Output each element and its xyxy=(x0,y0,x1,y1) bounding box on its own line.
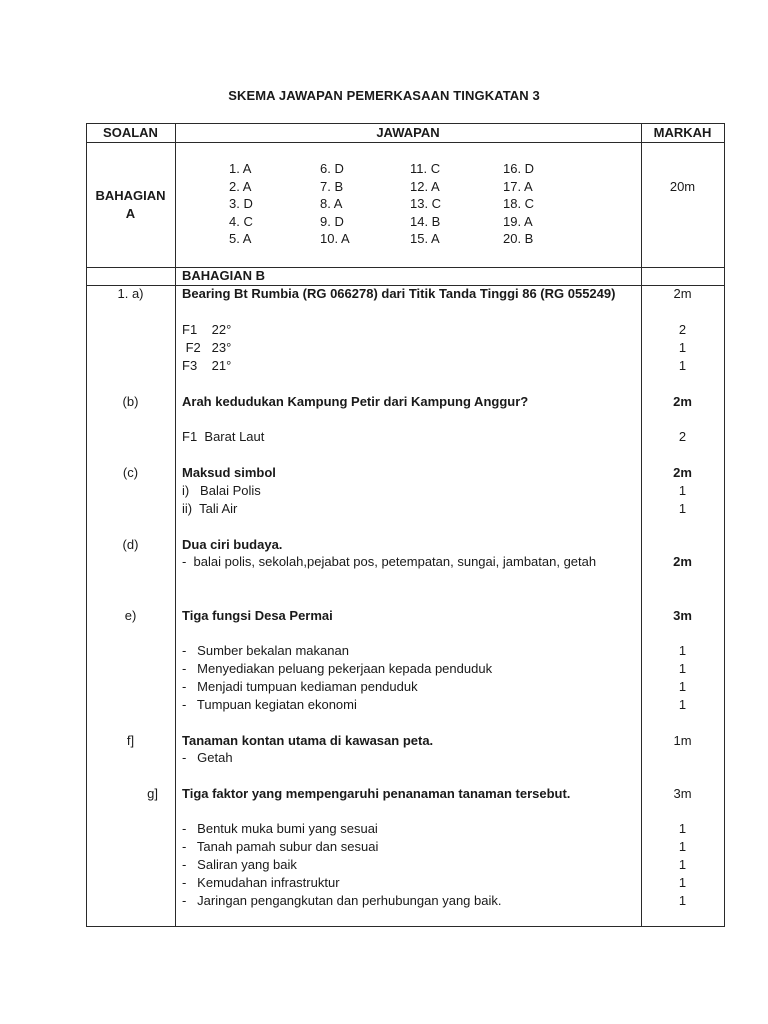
question-text: Tiga faktor yang mempengaruhi penanaman tanaman tersebut. xyxy=(182,786,571,801)
table-border-bottom xyxy=(86,926,725,927)
mark-value: 1 xyxy=(678,697,687,712)
mark-value: 1 xyxy=(678,875,687,890)
header-soalan: SOALAN xyxy=(103,125,158,140)
mark-value: 2m xyxy=(673,465,692,480)
question-number: e) xyxy=(124,608,137,623)
mcq-answer: 15. A xyxy=(410,231,440,247)
mark-value: 2 xyxy=(678,322,687,337)
question-number: f] xyxy=(126,733,135,748)
mcq-answer: 7. B xyxy=(320,178,344,194)
question-text: Tanaman kontan utama di kawasan peta. xyxy=(182,733,434,748)
answer-text: - balai polis, sekolah,pejabat pos, petempatan, sungai, jambatan, getah xyxy=(182,554,597,569)
mark-value: 2m xyxy=(673,394,692,409)
mark-value: 1 xyxy=(678,483,687,498)
table-border-left xyxy=(86,123,87,927)
mark-value: 1 xyxy=(678,839,687,854)
mcq-answer: 19. A xyxy=(503,213,533,229)
header-markah: MARKAH xyxy=(653,125,712,140)
answer-text: F1 22° xyxy=(182,322,232,337)
question-number: g] xyxy=(147,786,158,801)
mark-value: 2 xyxy=(678,429,687,444)
mcq-answer: 17. A xyxy=(503,178,533,194)
mcq-answer: 10. A xyxy=(320,231,350,247)
mark-value: 2m xyxy=(673,286,692,301)
question-number: (c) xyxy=(122,465,139,480)
mcq-answer: 3. D xyxy=(229,196,253,212)
bahagian-a-label: BAHAGIAN xyxy=(95,188,166,203)
question-number: (d) xyxy=(122,537,139,552)
mcq-answer: 4. C xyxy=(229,213,253,229)
mcq-answer: 12. A xyxy=(410,178,440,194)
mark-value: 1m xyxy=(673,733,692,748)
question-number: (b) xyxy=(122,394,139,409)
answer-text: - Saliran yang baik xyxy=(182,857,297,872)
answer-text: - Jaringan pengangkutan dan perhubungan yang baik. xyxy=(182,893,502,908)
table-divider-markah xyxy=(641,123,642,927)
mcq-answer: 20. B xyxy=(503,231,534,247)
answer-text: - Tanah pamah subur dan sesuai xyxy=(182,839,379,854)
mark-value: 1 xyxy=(678,679,687,694)
mcq-answer: 6. D xyxy=(320,161,344,176)
answer-text: - Menjadi tumpuan kediaman penduduk xyxy=(182,679,418,694)
mark-value: 1 xyxy=(678,643,687,658)
question-text: Tiga fungsi Desa Permai xyxy=(182,608,333,623)
bahagian-b-label: BAHAGIAN B xyxy=(182,268,266,283)
question-text: Arah kedudukan Kampung Petir dari Kampung Anggur? xyxy=(182,394,529,409)
mark-value: 1 xyxy=(678,501,687,516)
mcq-answer: 1. A xyxy=(229,161,252,176)
answer-text: - Menyediakan peluang pekerjaan kepada penduduk xyxy=(182,661,493,676)
question-number: 1. a) xyxy=(117,286,144,301)
answer-text: F3 21° xyxy=(182,358,232,373)
answer-text: i) Balai Polis xyxy=(182,483,261,498)
header-jawapan: JAWAPAN xyxy=(376,125,440,140)
answer-text: - Kemudahan infrastruktur xyxy=(182,875,340,890)
mark-value: 1 xyxy=(678,340,687,355)
mark-value: 1 xyxy=(678,821,687,836)
question-text: Bearing Bt Rumbia (RG 066278) dari Titik Tanda Tinggi 86 (RG 055249) xyxy=(182,286,616,301)
mcq-answer: 11. C xyxy=(410,161,441,176)
answer-text: F2 23° xyxy=(182,340,232,355)
page-title: SKEMA JAWAPAN PEMERKASAAN TINGKATAN 3 xyxy=(228,88,540,103)
bahagian-a-mark: 20m xyxy=(669,179,696,194)
answer-text: ii) Tali Air xyxy=(182,501,238,516)
header-divider xyxy=(86,142,725,143)
table-divider-soalan xyxy=(175,123,176,927)
mcq-answer: 16. D xyxy=(503,161,535,176)
table-border-right xyxy=(724,123,725,927)
mark-value: 1 xyxy=(678,857,687,872)
mcq-answer: 9. D xyxy=(320,213,344,229)
mark-value: 3m xyxy=(673,786,692,801)
question-text: Maksud simbol xyxy=(182,465,276,480)
mcq-answer: 2. A xyxy=(229,178,252,194)
mcq-answer: 14. B xyxy=(410,213,441,229)
mark-value: 1 xyxy=(678,661,687,676)
mark-value: 3m xyxy=(673,608,692,623)
answer-text: - Bentuk muka bumi yang sesuai xyxy=(182,821,378,836)
bahagian-a-label-letter: A xyxy=(125,206,136,221)
mcq-answer: 18. C xyxy=(503,196,535,212)
mcq-answer: 5. A xyxy=(229,231,252,247)
question-text: Dua ciri budaya. xyxy=(182,537,283,552)
mark-value: 1 xyxy=(678,893,687,908)
answer-text: - Sumber bekalan makanan xyxy=(182,643,349,658)
mcq-answer: 13. C xyxy=(410,196,442,212)
mark-value: 1 xyxy=(678,358,687,373)
answer-text: F1 Barat Laut xyxy=(182,429,265,444)
mcq-answer: 8. A xyxy=(320,196,343,212)
answer-text: - Getah xyxy=(182,750,233,765)
mark-value: 2m xyxy=(673,554,692,569)
answer-text: - Tumpuan kegiatan ekonomi xyxy=(182,697,357,712)
